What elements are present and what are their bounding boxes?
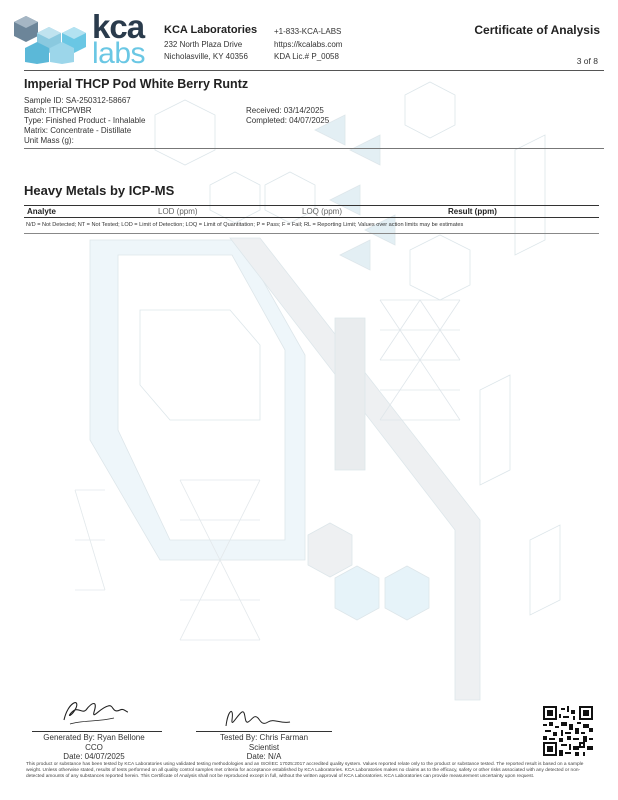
legal-disclaimer: This product or substance has been tested by KCA Laboratories using validated testing methodologies and an ISO/IEC 17025:2017 accredited quality system. Values reported relate only to the product or substance tested. The reported result is based on a sample weight. Unless otherwise stated, results of tests performed on all quality control samples met criteria for acceptance established by KCA Laboratories. KCA Laboratories makes no claims as to the efficacy, safety or other risks associated with any detected or non-detected amounts of any substances reported herein. This Certificate of Analysis shall not be reproduced except in full, without the written approval of KCA Laboratories. KCA Laboratories can provide measurement uncertainty upon request. (26, 762, 584, 780)
lab-phone: +1-833-KCA-LABS (274, 27, 342, 36)
logo-text-primary: kca (92, 8, 145, 45)
column-analyte: Analyte (27, 207, 56, 216)
table-top-rule (24, 205, 599, 206)
product-title: Imperial THCP Pod White Berry Runtz (24, 77, 249, 91)
column-result: Result (ppm) (448, 207, 497, 216)
matrix: Matrix: Concentrate - Distillate (24, 126, 132, 135)
product-type: Type: Finished Product - Inhalable (24, 116, 146, 125)
dates-block (246, 106, 329, 126)
header-divider (24, 70, 604, 71)
table-legend-note: N/D = Not Detected; NT = Not Tested; LOD = Limit of Detection; LOQ = Limit of Quantitation; P = Pass; F = Fail; RL = Reporting Limit; Values over action limits may be estimates (26, 222, 464, 228)
lab-license: KDA Lic.# P_0058 (274, 52, 339, 61)
lab-address-line2: Nicholasville, KY 40356 (164, 52, 248, 61)
column-loq: LOQ (ppm) (302, 207, 343, 216)
page-number: 3 of 8 (576, 56, 598, 66)
cube-cluster-icon (14, 14, 86, 64)
section-title: Heavy Metals by ICP-MS (24, 183, 175, 198)
signature-block-1 (14, 733, 174, 762)
signature-ryan-bellone (58, 694, 130, 730)
received-date: Received: 03/14/2025 (246, 106, 324, 115)
info-divider (24, 148, 604, 149)
signature-chris-farman (222, 704, 294, 734)
signature-line-1 (32, 731, 162, 732)
tested-by: Tested By: Chris Farman (219, 733, 309, 742)
lab-address-line1: 232 North Plaza Drive (164, 40, 243, 49)
batch: Batch: ITHCPWBR (24, 106, 92, 115)
table-header-rule (24, 217, 599, 218)
generated-by-role: CCO (85, 742, 103, 752)
qr-code-icon[interactable] (543, 706, 593, 756)
lab-name: KCA Laboratories (164, 24, 258, 36)
document-title: Certificate of Analysis (474, 23, 600, 37)
generated-by: Generated By: Ryan Bellone (43, 733, 145, 742)
lab-website[interactable]: https://kcalabs.com (274, 40, 343, 49)
tested-by-role: Scientist (248, 742, 280, 752)
tested-date: Date: N/A (246, 752, 282, 761)
logo-text-secondary: labs (92, 37, 146, 70)
signature-line-2 (196, 731, 332, 732)
column-lod: LOD (ppm) (158, 207, 198, 216)
unit-mass: Unit Mass (g): (24, 136, 74, 145)
table-bottom-rule (24, 233, 599, 234)
sample-id: Sample ID: SA-250312-58667 (24, 96, 131, 105)
signature-block-2 (184, 733, 344, 762)
generated-date: Date: 04/07/2025 (63, 752, 125, 761)
completed-date: Completed: 04/07/2025 (246, 116, 330, 125)
sample-info-block (24, 96, 145, 146)
